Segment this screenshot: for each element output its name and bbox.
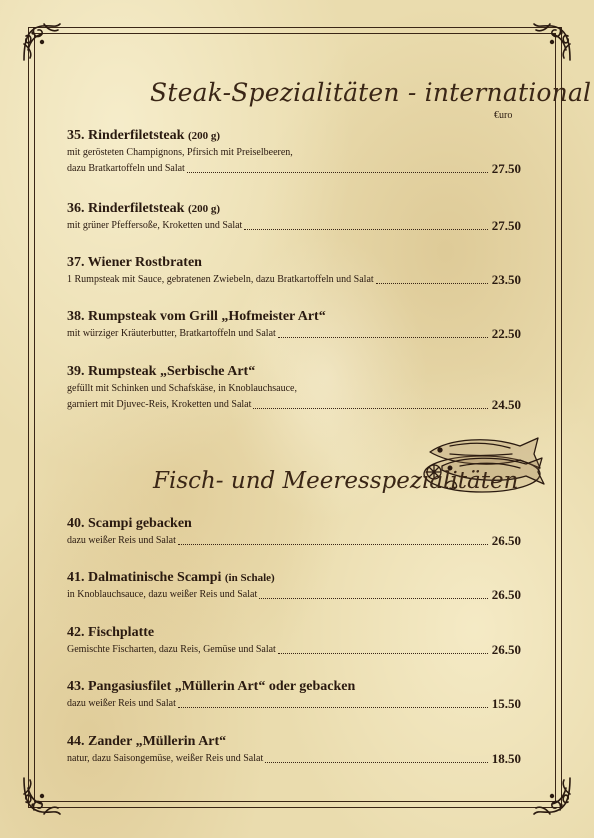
menu-item xyxy=(67,308,521,342)
item-price: 26.50 xyxy=(491,642,521,657)
leader-dots xyxy=(376,283,488,284)
section-heading-steak: Steak-Spezialitäten - international xyxy=(150,78,592,107)
item-price: 27.50 xyxy=(491,218,521,233)
item-title: 37. Wiener Rostbraten xyxy=(67,255,202,270)
item-price: 24.50 xyxy=(491,397,521,412)
item-price: 18.50 xyxy=(491,751,521,766)
section-heading-fish: Fisch- und Meeresspezialitäten xyxy=(153,468,519,494)
item-subtitle: (200 g) xyxy=(187,130,221,142)
leader-dots xyxy=(278,337,488,338)
item-description-last: Gemischte Fischarten, dazu Reis, Gemüse und Salat xyxy=(67,644,276,655)
leader-dots xyxy=(244,229,487,230)
menu-item xyxy=(67,624,521,658)
ornament-corner-icon xyxy=(530,20,574,64)
menu-item xyxy=(67,515,521,549)
currency-label: €uro xyxy=(494,110,513,121)
item-description-last: dazu weißer Reis und Salat xyxy=(67,698,176,709)
item-title: 36. Rinderfiletsteak xyxy=(67,201,185,216)
leader-dots xyxy=(178,544,488,545)
item-description-last: dazu weißer Reis und Salat xyxy=(67,535,176,546)
ornament-corner-icon xyxy=(20,774,64,818)
menu-item xyxy=(67,678,521,712)
leader-dots xyxy=(178,707,488,708)
item-description-last: garniert mit Djuvec-Reis, Kroketten und Salat xyxy=(67,399,252,410)
item-description-last: mit grüner Pfeffersoße, Kroketten und Salat xyxy=(67,220,243,231)
item-subtitle: (in Schale) xyxy=(224,572,275,584)
ornament-corner-icon xyxy=(530,774,574,818)
menu-item xyxy=(67,569,521,603)
item-price: 22.50 xyxy=(491,326,521,341)
item-description-last: 1 Rumpsteak mit Sauce, gebratenen Zwiebeln, dazu Bratkartoffeln und Salat xyxy=(67,274,374,285)
item-title: 38. Rumpsteak vom Grill „Hofmeister Art“ xyxy=(67,309,326,324)
item-title: 43. Pangasiusfilet „Müllerin Art“ oder gebacken xyxy=(67,679,356,694)
leader-dots xyxy=(265,762,488,763)
menu-item xyxy=(67,200,521,234)
ornament-corner-icon xyxy=(20,20,64,64)
leader-dots xyxy=(259,598,488,599)
item-price: 27.50 xyxy=(491,161,521,176)
item-description-last: in Knoblauchsauce, dazu weißer Reis und Salat xyxy=(67,589,258,600)
item-price: 26.50 xyxy=(491,533,521,548)
item-title: 39. Rumpsteak „Serbische Art“ xyxy=(67,364,256,379)
item-subtitle: (200 g) xyxy=(187,203,221,215)
item-description-last: mit würziger Kräuterbutter, Bratkartoffeln und Salat xyxy=(67,328,276,339)
item-description: mit gerösteten Champignons, Pfirsich mit Preiselbeeren, xyxy=(67,147,293,158)
item-price: 23.50 xyxy=(491,272,521,287)
item-description-last: natur, dazu Saisongemüse, weißer Reis und Salat xyxy=(67,753,264,764)
leader-dots xyxy=(253,408,487,409)
leader-dots xyxy=(187,172,488,173)
menu-item xyxy=(67,733,521,767)
item-title: 40. Scampi gebacken xyxy=(67,516,192,531)
item-title: 35. Rinderfiletsteak xyxy=(67,128,185,143)
item-description-last: dazu Bratkartoffeln und Salat xyxy=(67,163,185,174)
item-title: 44. Zander „Müllerin Art“ xyxy=(67,734,227,749)
menu-item xyxy=(67,254,521,288)
leader-dots xyxy=(278,653,488,654)
menu-item xyxy=(67,363,521,413)
item-title: 42. Fischplatte xyxy=(67,625,155,640)
item-price: 15.50 xyxy=(491,696,521,711)
item-description: gefüllt mit Schinken und Schafskäse, in Knoblauchsauce, xyxy=(67,383,297,394)
item-price: 26.50 xyxy=(491,587,521,602)
menu-item xyxy=(67,127,521,177)
item-title: 41. Dalmatinische Scampi xyxy=(67,570,222,585)
